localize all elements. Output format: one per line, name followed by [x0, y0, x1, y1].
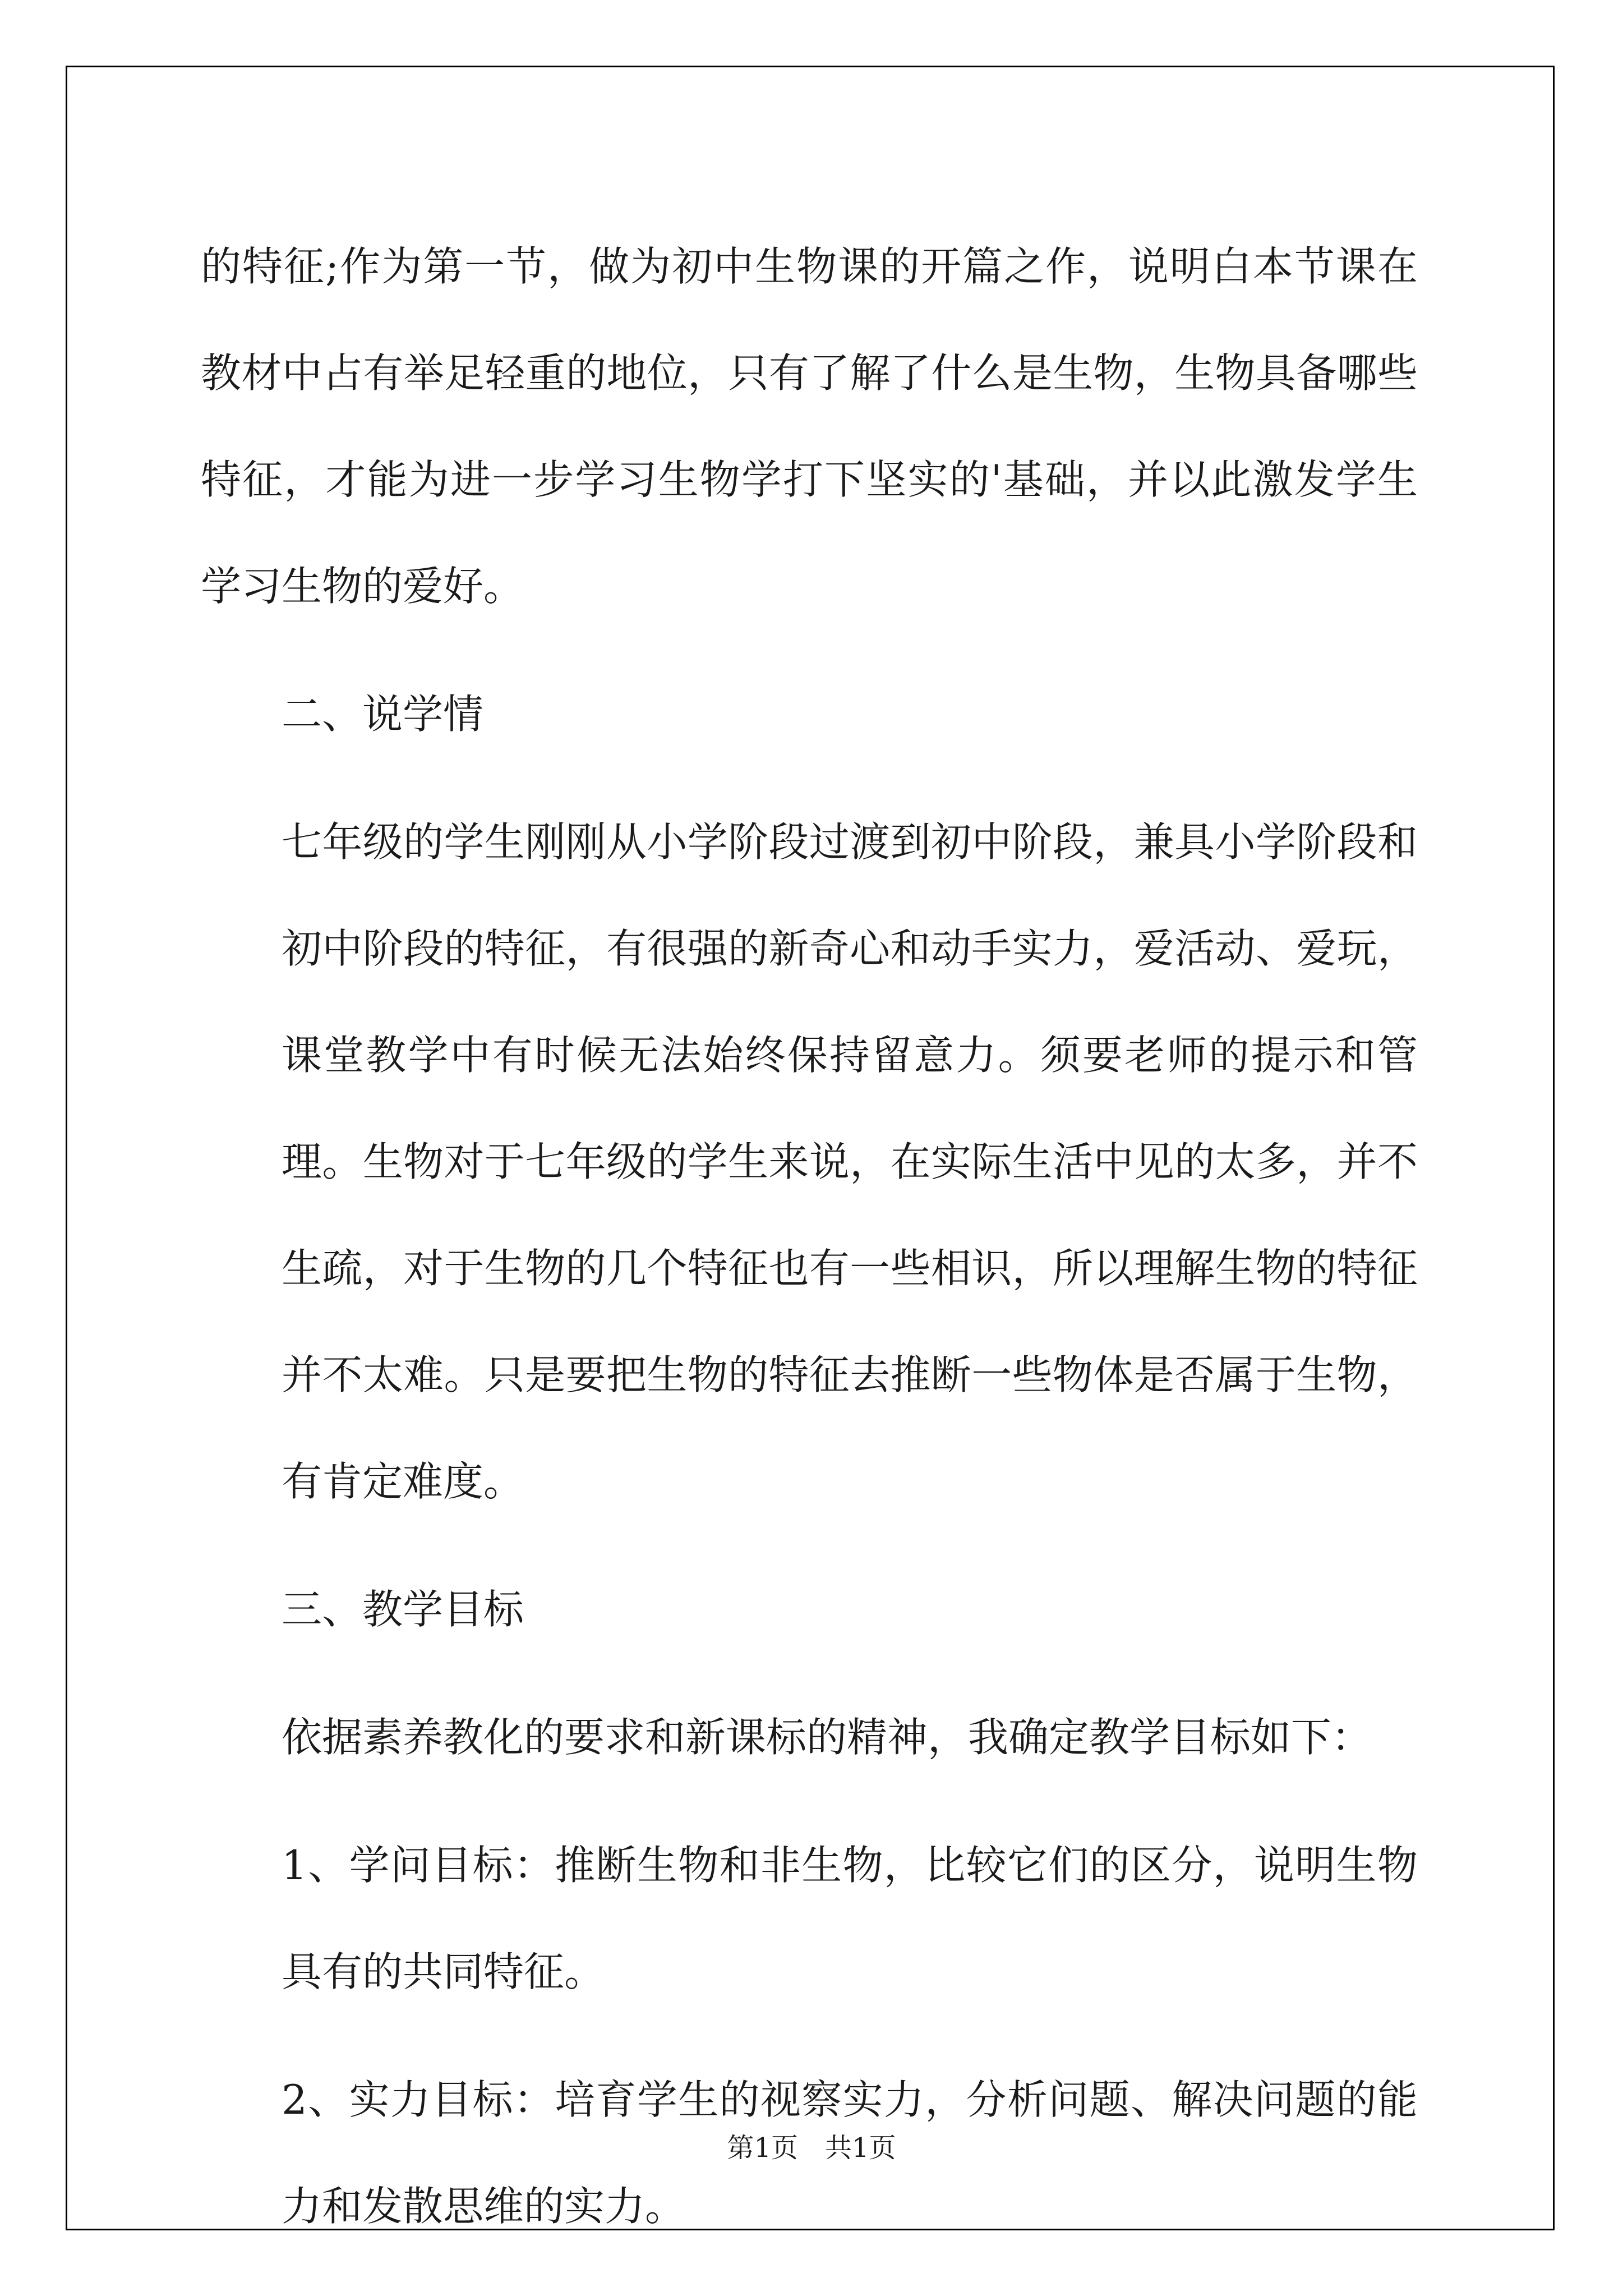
paragraph-knowledge-goal: 1、学问目标：推断生物和非生物，比较它们的区分，说明生物具有的共同特征。 [282, 1842, 1418, 1995]
paragraph-learning-situation: 七年级的学生刚刚从小学阶段过渡到初中阶段，兼具小学阶段和初中阶段的特征，有很强的新奇心和动手实力，爱活动、爱玩，课堂教学中有时候无法始终保持留意力。须要老师的提示和管理。生物对于七年级的学生来说，在实际生活中见的太多，并不生疏，对于生物的几个特征也有一些相识，所以理解生物的特征并不太难。只是要把生物的特征去推断一些物体是否属于生物，有肯定难度。 [282, 818, 1418, 1505]
heading-teaching-goals: 三、教学目标 [282, 1586, 524, 1633]
heading-learning-situation: 二、说学情 [282, 691, 484, 738]
paragraph-ability-goal: 2、实力目标：培育学生的视察实力，分析问题、解决问题的能力和发散思维的实力。 [282, 2076, 1418, 2230]
page-number: 第1页 共1页 [727, 2132, 896, 2164]
paragraph-intro: 的特征;作为第一节，做为初中生物课的开篇之作，说明白本节课在教材中占有举足轻重的地位，只有了解了什么是生物，生物具备哪些特征，才能为进一步学习生物学打下坚实的'基础，并以此激发学生学习生物的爱好。 [201, 243, 1418, 610]
document-body [201, 213, 1418, 2260]
paragraph-goals-intro: 依据素养教化的要求和新课标的精神，我确定教学目标如下： [282, 1714, 1372, 1761]
